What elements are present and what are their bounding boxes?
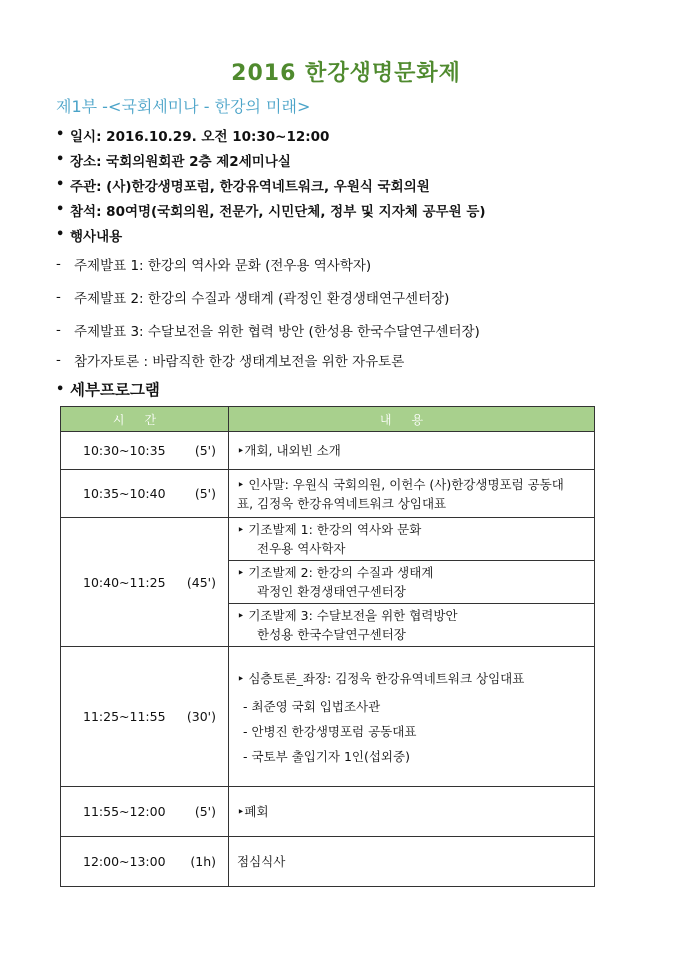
keynote-item: ‣ 기조발제 3: 수달보전을 위한 협력방안 한성용 한국수달연구센터장	[237, 608, 458, 642]
duration-cell: (45')	[186, 574, 216, 590]
info-attendees: • 참석: 80여명(국회의원, 전문가, 시민단체, 정부 및 지자체 공무원 등)	[56, 202, 486, 220]
program-heading: • 세부프로그램	[56, 381, 160, 399]
table-row	[61, 432, 595, 470]
bullet-icon: •	[56, 227, 65, 242]
table-row	[61, 837, 595, 887]
section-subtitle: 제1부 -<국회세미나 - 한강의 미래>	[56, 97, 311, 116]
keynote-item: ‣ 기조발제 2: 한강의 수질과 생태계 곽정인 환경생태연구센터장	[229, 561, 594, 604]
topic-item: - 참가자토론 : 바람직한 한강 생태계보전을 위한 자유토론	[56, 352, 405, 370]
topic-item: - 주제발표 1: 한강의 역사와 문화 (전우용 역사학자)	[56, 255, 372, 274]
column-header-time: 시간	[61, 407, 229, 432]
topic-item: - 주제발표 2: 한강의 수질과 생태계 (곽정인 환경생태연구센터장)	[56, 288, 450, 307]
bullet-icon: •	[56, 381, 65, 397]
table-header-row	[61, 407, 595, 432]
duration-cell: (5')	[194, 443, 216, 458]
panelist-item: - 국토부 출입기자 1인(섭외중)	[243, 749, 410, 764]
time-cell: 11:55~12:00	[83, 804, 166, 819]
duration-cell: (1h)	[190, 854, 216, 869]
content-line: 점심식사	[237, 854, 286, 869]
schedule-table	[60, 406, 595, 887]
info-contents-heading: • 행사내용	[56, 227, 123, 245]
panelist-item: - 안병진 한강생명포럼 공동대표	[243, 724, 417, 739]
time-cell: 10:35~10:40	[83, 486, 166, 501]
content-line: ‣개회, 내외빈 소개	[237, 443, 341, 458]
bullet-icon: •	[56, 127, 65, 142]
page-title: 2016 한강생명문화제	[231, 61, 461, 86]
time-cell: 12:00~13:00	[83, 854, 166, 869]
table-row	[61, 787, 595, 837]
info-date: • 일시: 2016.10.29. 오전 10:30~12:00	[56, 127, 330, 145]
panelist-item: - 최준영 국회 입법조사관	[243, 699, 381, 714]
bullet-icon: •	[56, 152, 65, 167]
duration-cell: (5')	[194, 486, 216, 501]
table-row	[61, 647, 595, 787]
table-row	[61, 518, 595, 647]
keynote-item: ‣ 기조발제 1: 한강의 역사와 문화 전우용 역사학자	[229, 518, 594, 561]
bullet-icon: •	[56, 177, 65, 192]
content-line: ‣ 인사말: 우원식 국회의원, 이헌수 (사)한강생명포럼 공동대	[237, 476, 564, 492]
column-header-content: 내용	[229, 407, 595, 432]
info-organizer: • 주관: (사)한강생명포럼, 한강유역네트워크, 우원식 국회의원	[56, 177, 430, 195]
time-cell: 10:30~10:35	[83, 443, 166, 458]
bullet-icon: •	[56, 202, 65, 217]
event-info	[56, 122, 656, 404]
table-row	[61, 470, 595, 518]
duration-cell: (5')	[194, 804, 216, 819]
content-line: 표, 김정욱 한강유역네트워크 상임대표	[237, 495, 447, 511]
content-line: ‣ 심층토론_좌장: 김정욱 한강유역네트워크 상임대표	[237, 671, 525, 686]
time-cell: 10:40~11:25	[83, 574, 166, 590]
info-venue: • 장소: 국회의원회관 2층 제2세미나실	[56, 152, 291, 170]
time-cell: 11:25~11:55	[83, 709, 166, 724]
duration-cell: (30')	[186, 709, 216, 724]
content-line: ‣폐회	[237, 804, 269, 819]
topic-item: - 주제발표 3: 수달보전을 위한 협력 방안 (한성용 한국수달연구센터장)	[56, 321, 480, 340]
